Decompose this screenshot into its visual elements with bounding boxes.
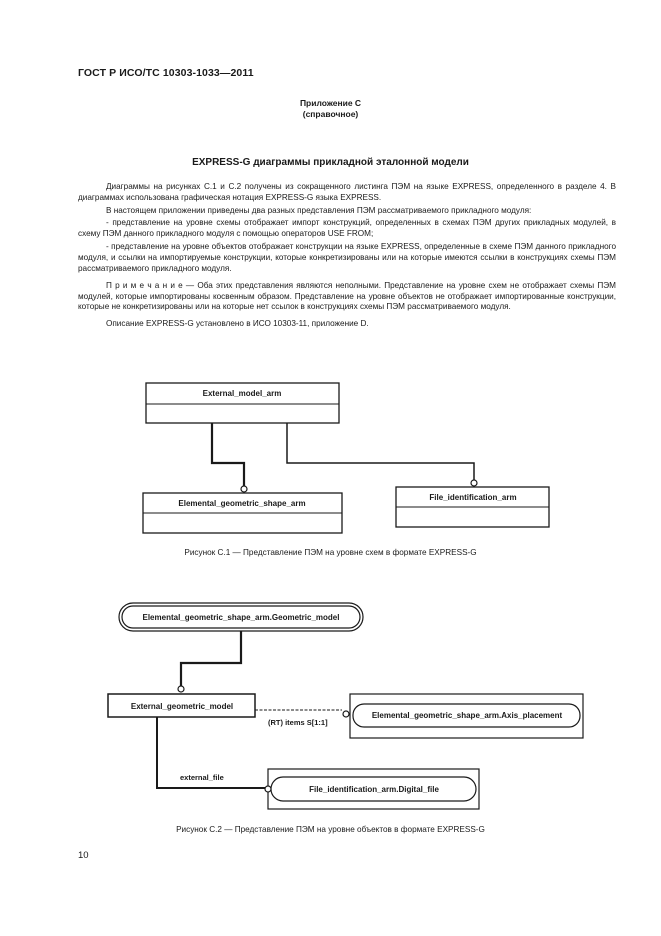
subtype-circle <box>178 686 184 692</box>
figure-1-caption: Рисунок С.1 — Представление ПЭМ на уровне схем в формате EXPRESS-G <box>184 548 477 557</box>
paragraph-2: В настоящем приложении приведены два разных представления ПЭМ рассматриваемого прикладного модуля: <box>106 205 532 215</box>
document-header: ГОСТ Р ИСО/ТС 10303-1033—2011 <box>78 67 254 79</box>
ref-label-axis-placement: Elemental_geometric_shape_arm.Axis_placement <box>371 711 563 720</box>
figure-2-caption: Рисунок С.2 — Представление ПЭМ на уровне объектов в формате EXPRESS-G <box>176 825 485 834</box>
figure-1-diagram <box>143 383 549 533</box>
entity-label-external-geometric-model: External_geometric_model <box>130 702 234 711</box>
attribute-label-items: (RT) items S[1:1] <box>268 718 328 727</box>
use-from-circle-left <box>241 486 247 492</box>
paragraph-5: Описание EXPRESS-G установлено в ИСО 10303-11, приложение D. <box>106 319 369 329</box>
use-from-line-right <box>287 423 474 480</box>
use-from-circle-right <box>471 480 477 486</box>
paragraph-1: Диаграммы на рисунках С.1 и С.2 получены из сокращенного листинга ПЭМ на языке EXPRESS, определенного в разделе 4. В диаграммах использована графическая нотация EXPRESS-G языка EXPRESS. <box>78 182 616 202</box>
appendix-status: (справочное) <box>302 109 359 119</box>
section-title: EXPRESS-G диаграммы прикладной эталонной модели <box>192 157 469 168</box>
page-number: 10 <box>78 850 89 861</box>
items-attribute-circle <box>343 711 349 717</box>
ref-label-digital-file: File_identification_arm.Digital_file <box>309 785 439 794</box>
note-label: П р и м е ч а н и е <box>106 280 183 290</box>
schema-label-external-model-arm: External_model_arm <box>202 389 282 398</box>
paragraph-4: - представление на уровне объектов отображает конструкции на языке EXPRESS, определенные в схеме ПЭМ данного прикладного модуля, и ссылки на импортируемые конструкции, которые конкретизированы или на которые имеются ссылки в конструкциях схемы ПЭМ рассматриваемого прикладного модуля. <box>78 241 616 273</box>
ref-label-geometric-model: Elemental_geometric_shape_arm.Geometric_model <box>142 613 340 622</box>
paragraph-3: - представление на уровне схемы отображает импорт конструкций, определенных в схемах ПЭМ других прикладных модулей, в схему ПЭМ данного прикладного модуля с помощью операторов USE FROM; <box>78 218 616 239</box>
note-text: — Оба этих представления являются неполными. Представление на уровне схем не отображает схемы ПЭМ модулей, которые импортированы косвенным образом. Представление на уровне объектов не отображает импортированные конструкции, которые не конкретизированы или на которые нет ссылок в конструкциях схемы ПЭМ рассматриваемого модуля. <box>78 280 616 312</box>
schema-label-file-identification-arm: File_identification_arm <box>429 493 517 502</box>
use-from-line-left <box>212 423 244 486</box>
subtype-line <box>181 631 241 686</box>
appendix-label: Приложение С <box>299 98 362 108</box>
attribute-label-external-file: external_file <box>180 773 224 782</box>
schema-label-elemental-geometric-shape-arm: Elemental_geometric_shape_arm <box>178 499 306 508</box>
external-file-attribute-circle <box>265 786 271 792</box>
